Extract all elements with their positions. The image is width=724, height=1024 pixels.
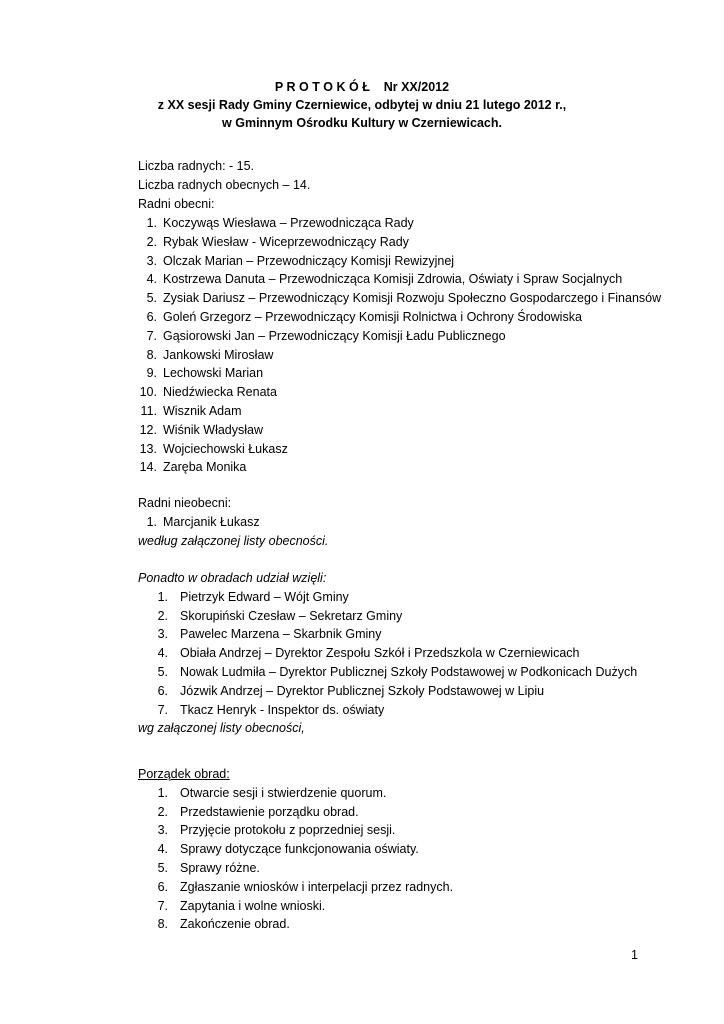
list-item — [138, 607, 403, 626]
list-item-number: 2. — [146, 234, 157, 249]
list-item-number: 4. — [146, 272, 157, 287]
list-item-number: 1. — [146, 514, 157, 529]
list-item-number: 4. — [157, 646, 168, 661]
list-item — [138, 513, 328, 532]
list-item-number: 8. — [157, 917, 168, 932]
absent-heading: Radni nieobecni: — [138, 496, 232, 510]
protocol-title: P R O T O K Ó Ł Nr XX/2012 — [274, 80, 450, 94]
participants-heading: Ponadto w obradach udział wzięli: — [138, 571, 327, 585]
list-item-number: 2. — [157, 608, 168, 623]
list-item-number: 13. — [139, 441, 157, 456]
list-item-number: 7. — [157, 898, 168, 913]
list-item-number: 5. — [146, 291, 157, 306]
list-item-text: Zakończenie obrad. — [180, 917, 290, 932]
list-item-number: 4. — [157, 842, 168, 857]
agenda-heading: Porządek obrad: — [138, 767, 230, 781]
list-item-number: 7. — [157, 702, 168, 717]
list-item-text: Zapytania i wolne wnioski. — [180, 898, 326, 913]
list-item-text: Tkacz Henryk - Inspektor ds. oświaty — [180, 702, 385, 717]
list-item — [138, 784, 387, 803]
list-item-number: 6. — [157, 683, 168, 698]
list-item-number: 10. — [139, 385, 157, 400]
list-item-text: Wisznik Adam — [163, 403, 242, 418]
attendance-note: według załączonej listy obecności. — [138, 533, 329, 548]
list-item — [138, 821, 396, 840]
list-item — [138, 803, 359, 822]
list-item-text: Obiała Andrzej – Dyrektor Zespołu Szkół i Przedszkola w Czerniewicach — [180, 646, 580, 661]
list-item — [138, 588, 349, 607]
list-item-number: 8. — [146, 347, 157, 362]
participants-section — [138, 569, 638, 738]
list-item-text: Koczywąs Wiesława – Przewodnicząca Rady — [163, 216, 414, 230]
list-item-number: 6. — [146, 309, 157, 324]
participants-list — [138, 588, 638, 720]
list-item-text: Wojciechowski Łukasz — [163, 441, 288, 456]
list-item — [138, 878, 454, 897]
list-item-text: Rybak Wiesław - Wiceprzewodniczący Rady — [163, 234, 409, 249]
list-item — [138, 701, 385, 720]
list-item — [138, 644, 580, 663]
list-item-number: 14. — [139, 460, 157, 475]
list-item-text: Pietrzyk Edward – Wójt Gminy — [180, 589, 349, 604]
list-item — [138, 897, 326, 916]
list-item-text: Marcjanik Łukasz — [163, 514, 260, 529]
list-item-text: Pawelec Marzena – Skarbnik Gminy — [180, 627, 382, 642]
list-item-text: Jankowski Mirosław — [163, 347, 274, 362]
list-item-text: Skorupiński Czesław – Sekretarz Gminy — [180, 608, 403, 623]
list-item-text: Zgłaszanie wniosków i interpelacji przez radnych. — [180, 879, 454, 894]
list-item — [138, 859, 260, 878]
list-item-text: Józwik Andrzej – Dyrektor Publicznej Szkoły Podstawowej w Lipiu — [180, 683, 545, 698]
list-item-text: Niedźwiecka Renata — [163, 385, 277, 400]
session-line: z XX sesji Rady Gminy Czerniewice, odbytej w dniu 21 lutego 2012 r., — [157, 98, 567, 112]
list-item-number: 1. — [157, 785, 168, 800]
list-item-number: 3. — [157, 823, 168, 838]
list-item-number: 11. — [140, 403, 157, 418]
page-number: 1 — [631, 948, 638, 962]
list-item-number: 3. — [157, 627, 168, 642]
document-header — [0, 78, 724, 132]
present-count: Liczba radnych obecnych – 14. — [138, 177, 311, 192]
list-item-text: Przedstawienie porządku obrad. — [180, 804, 359, 819]
list-item — [138, 915, 290, 934]
list-item-text: Olczak Marian – Przewodniczący Komisji Rewizyjnej — [163, 253, 455, 268]
list-item-number: 1. — [157, 589, 168, 604]
list-item-text: Zaręba Monika — [163, 460, 247, 475]
list-item-text: Wiśnik Władysław — [163, 422, 264, 437]
list-item — [138, 840, 419, 859]
list-item-text: Kostrzewa Danuta – Przewodnicząca Komisji Zdrowia, Oświaty i Spraw Socjalnych — [163, 272, 623, 287]
agenda-section — [138, 765, 454, 934]
list-item-number: 5. — [157, 664, 168, 679]
list-item-number: 6. — [157, 879, 168, 894]
absent-list — [138, 513, 328, 532]
list-item-text: Przyjęcie protokołu z poprzedniej sesji. — [180, 823, 396, 838]
list-item-text: Lechowski Marian — [163, 366, 264, 381]
list-item-number: 9. — [146, 366, 157, 381]
list-item-text: Nowak Ludmiła – Dyrektor Publicznej Szkoły Podstawowej w Podkonicach Dużych — [180, 664, 638, 679]
list-item-text: Zysiak Dariusz – Przewodniczący Komisji Rozwoju Społeczno Gospodarczego i Finansów — [163, 291, 662, 306]
participants-note: wg załączonej listy obecności, — [138, 721, 305, 736]
agenda-list — [138, 784, 454, 934]
list-item-number: 2. — [157, 804, 168, 819]
absent-section — [138, 494, 328, 550]
location-line: w Gminnym Ośrodku Kultury w Czerniewicach. — [222, 116, 502, 130]
list-item-number: 1. — [146, 216, 157, 230]
list-item-number: 5. — [157, 860, 168, 875]
present-heading: Radni obecni: — [138, 196, 215, 211]
councillors-count: Liczba radnych: - 15. — [138, 159, 255, 173]
list-item — [138, 663, 638, 682]
attendance-summary — [138, 157, 310, 213]
list-item — [138, 682, 545, 701]
list-item-text: Sprawy różne. — [180, 860, 260, 875]
list-item-number: 3. — [146, 253, 157, 268]
list-item-text: Otwarcie sesji i stwierdzenie quorum. — [180, 785, 387, 800]
list-item-text: Gąsiorowski Jan – Przewodniczący Komisji Ładu Publicznego — [163, 328, 506, 343]
list-item-text: Sprawy dotyczące funkcjonowania oświaty. — [180, 842, 419, 857]
list-item-text: Goleń Grzegorz – Przewodniczący Komisji Rolnictwa i Ochrony Środowiska — [163, 309, 582, 324]
list-item-number: 12. — [139, 422, 157, 437]
list-item-number: 7. — [146, 328, 157, 343]
list-item — [138, 625, 382, 644]
